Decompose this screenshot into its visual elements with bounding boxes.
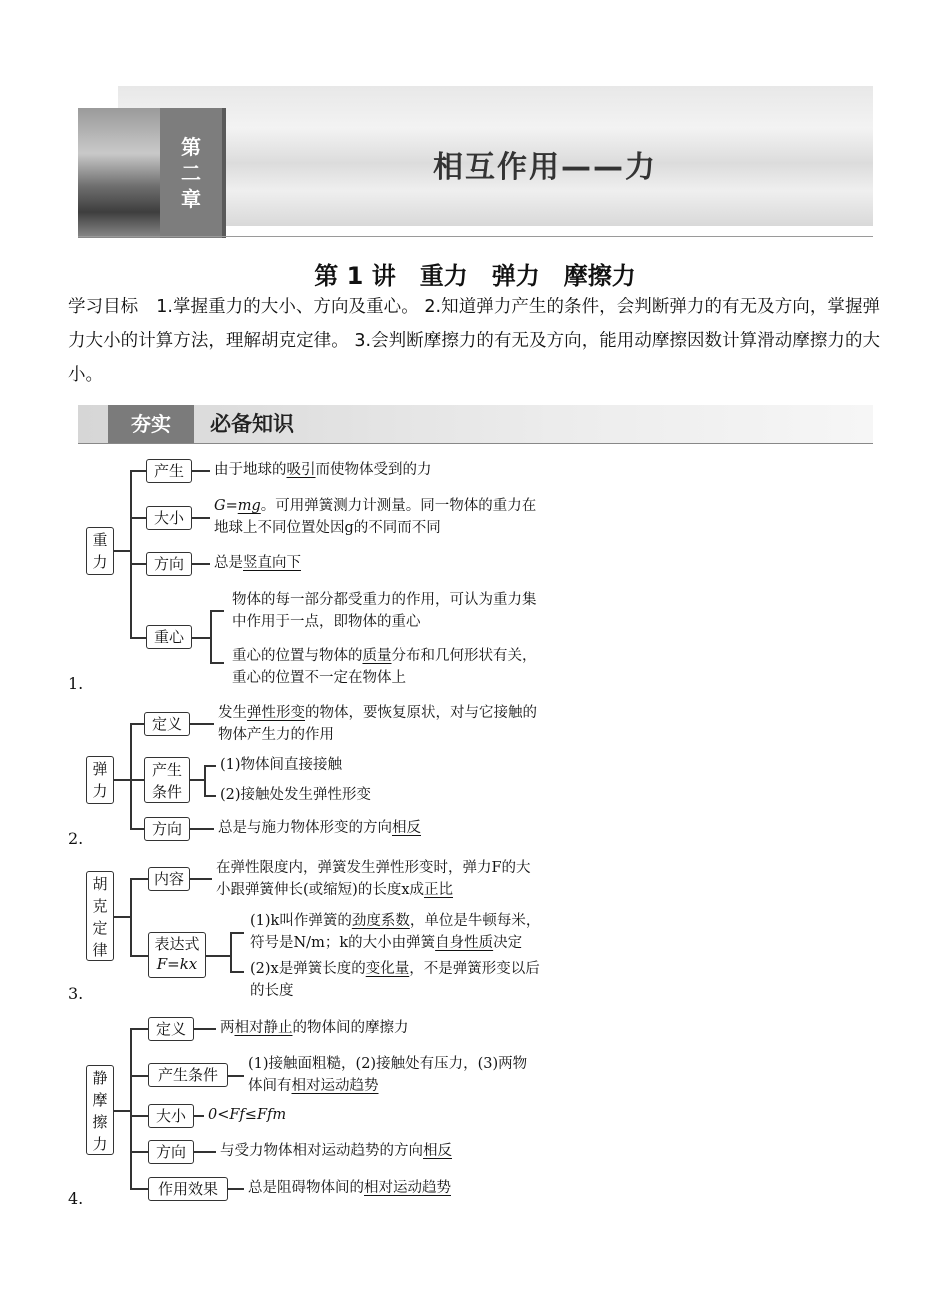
node-direction: 方向 bbox=[146, 552, 192, 576]
cg-text-a2: 中作用于一点，即物体的重心 bbox=[232, 614, 421, 630]
connector bbox=[228, 1075, 244, 1077]
conditions-line-1: (1)接触面粗糙，(2)接触处有压力，(3)两物 bbox=[248, 1056, 528, 1072]
banner-photo bbox=[78, 108, 160, 238]
node-effect: 作用效果 bbox=[148, 1177, 228, 1201]
connector bbox=[130, 955, 148, 957]
connector bbox=[130, 1075, 148, 1077]
connector bbox=[194, 1028, 216, 1030]
expression-label: 表达式 bbox=[154, 935, 200, 953]
node-conditions: 产生条件 bbox=[148, 1063, 228, 1087]
size-line-1: G=mg。可用弹簧测力计测量。同一物体的重力在 bbox=[214, 498, 537, 514]
lesson-title: 第 1 讲 重力 弹力 摩擦力 bbox=[314, 262, 636, 290]
direction-text: 总是与施力物体形变的方向相反 bbox=[218, 820, 421, 836]
connector bbox=[130, 878, 132, 956]
connector bbox=[204, 765, 216, 767]
chapter-banner bbox=[78, 86, 873, 238]
node-content: 内容 bbox=[148, 867, 190, 891]
node-center-of-gravity: 重心 bbox=[146, 625, 192, 649]
connector bbox=[130, 1115, 148, 1117]
connector bbox=[230, 932, 244, 934]
direction-text: 与受力物体相对运动趋势的方向相反 bbox=[220, 1143, 452, 1159]
node-expression bbox=[148, 932, 206, 978]
connector bbox=[114, 916, 130, 918]
connector bbox=[130, 779, 144, 781]
connector bbox=[192, 517, 210, 519]
root-node-gravity: 重力 bbox=[86, 527, 114, 575]
conditions-line-2: 体间有相对运动趋势 bbox=[248, 1078, 379, 1094]
chapter-title: 相互作用——力 bbox=[433, 150, 657, 185]
cg-text-a1: 物体的每一部分都受重力的作用，可认为重力集 bbox=[232, 592, 537, 608]
node-direction: 方向 bbox=[144, 817, 190, 841]
connector bbox=[130, 1028, 132, 1189]
section-title: 必备知识 bbox=[210, 412, 294, 436]
item-number: 1. bbox=[68, 674, 84, 693]
content-line-2: 小跟弹簧伸长(或缩短)的长度x成正比 bbox=[216, 882, 453, 898]
expression-note-2: 符号是N/m；k的大小由弹簧自身性质决定 bbox=[250, 935, 523, 951]
connector bbox=[206, 955, 230, 957]
connector bbox=[190, 878, 212, 880]
produce-text: 由于地球的吸引而使物体受到的力 bbox=[214, 462, 432, 478]
chapter-number-tab bbox=[160, 108, 226, 238]
connector bbox=[210, 610, 224, 612]
connector bbox=[228, 1188, 244, 1190]
root-node-elastic-force: 弹力 bbox=[86, 756, 114, 804]
connector bbox=[114, 1110, 130, 1112]
item-number: 4. bbox=[68, 1189, 84, 1208]
condition-2: (2)接触处发生弹性形变 bbox=[220, 787, 372, 803]
section-header-background bbox=[78, 405, 873, 443]
effect-text: 总是阻碍物体间的相对运动趋势 bbox=[248, 1180, 451, 1196]
connector bbox=[190, 723, 214, 725]
node-definition: 定义 bbox=[144, 712, 190, 736]
connector bbox=[210, 610, 212, 663]
connector bbox=[190, 828, 214, 830]
content-line-1: 在弹性限度内，弹簧发生弹性形变时，弹力F的大 bbox=[216, 860, 531, 876]
connector bbox=[130, 517, 146, 519]
item-number: 3. bbox=[68, 984, 84, 1003]
connector bbox=[210, 662, 224, 664]
connector bbox=[194, 1151, 216, 1153]
cg-text-b2: 重心的位置不一定在物体上 bbox=[232, 670, 406, 686]
definition-line-2: 物体产生力的作用 bbox=[218, 727, 334, 743]
connector bbox=[192, 563, 210, 565]
connector bbox=[130, 1028, 148, 1030]
connector bbox=[230, 971, 244, 973]
connector bbox=[130, 1188, 148, 1190]
connector bbox=[130, 637, 146, 639]
objectives-label: 学习目标 bbox=[68, 297, 139, 317]
connector bbox=[230, 932, 232, 972]
size-line-2: 地球上不同位置处因g的不同而不同 bbox=[214, 520, 441, 536]
node-produce: 产生 bbox=[146, 459, 192, 483]
node-size: 大小 bbox=[146, 506, 192, 530]
definition-text: 两相对静止的物体间的摩擦力 bbox=[220, 1020, 409, 1036]
chapter-tab-char: 章 bbox=[181, 187, 201, 211]
connector bbox=[130, 470, 132, 638]
cg-text-b1: 重心的位置与物体的质量分布和几何形状有关， bbox=[232, 648, 537, 664]
connector bbox=[114, 779, 130, 781]
section-tag: 夯实 bbox=[108, 405, 194, 443]
expression-note-3: (2)x是弹簧长度的变化量，不是弹簧形变以后 bbox=[250, 961, 540, 977]
expression-note-1: (1)k叫作弹簧的劲度系数，单位是牛顿每米， bbox=[250, 913, 541, 929]
learning-objectives bbox=[68, 290, 880, 392]
expression-note-4: 的长度 bbox=[250, 983, 294, 999]
connector bbox=[130, 563, 146, 565]
connector bbox=[204, 765, 206, 796]
connector bbox=[190, 779, 204, 781]
connector bbox=[192, 637, 210, 639]
connector bbox=[130, 723, 132, 829]
condition-1: (1)物体间直接接触 bbox=[220, 757, 343, 773]
node-definition: 定义 bbox=[148, 1017, 194, 1041]
node-direction: 方向 bbox=[148, 1140, 194, 1164]
banner-rule bbox=[78, 236, 873, 237]
definition-line-1: 发生弹性形变的物体，要恢复原状，对与它接触的 bbox=[218, 705, 537, 721]
chapter-tab-char: 二 bbox=[181, 161, 201, 185]
connector bbox=[130, 878, 148, 880]
size-text: 0<Ff≤Ffm bbox=[208, 1107, 287, 1123]
section-rule bbox=[78, 443, 873, 444]
node-size: 大小 bbox=[148, 1104, 194, 1128]
direction-text: 总是竖直向下 bbox=[214, 555, 301, 571]
connector bbox=[130, 723, 144, 725]
section-header bbox=[78, 405, 873, 443]
expression-formula: F=kx bbox=[156, 955, 198, 973]
connector bbox=[130, 828, 144, 830]
connector bbox=[130, 1151, 148, 1153]
root-node-static-friction: 静摩擦力 bbox=[86, 1065, 114, 1155]
connector bbox=[204, 795, 216, 797]
item-number: 2. bbox=[68, 829, 84, 848]
connector bbox=[194, 1115, 204, 1117]
node-conditions: 产生条件 bbox=[144, 757, 190, 803]
objectives-text: 1.掌握重力的大小、方向及重心。 2.知道弹力产生的条件，会判断弹力的有无及方向，掌握弹力大小的计算方法，理解胡克定律。 3.会判断摩擦力的有无及方向，能用动摩擦因数计算滑动摩擦力的大小。 bbox=[68, 297, 880, 385]
root-node-hookes-law: 胡克定律 bbox=[86, 871, 114, 961]
connector bbox=[114, 550, 130, 552]
connector bbox=[130, 470, 146, 472]
chapter-tab-char: 第 bbox=[181, 135, 201, 159]
connector bbox=[192, 470, 210, 472]
